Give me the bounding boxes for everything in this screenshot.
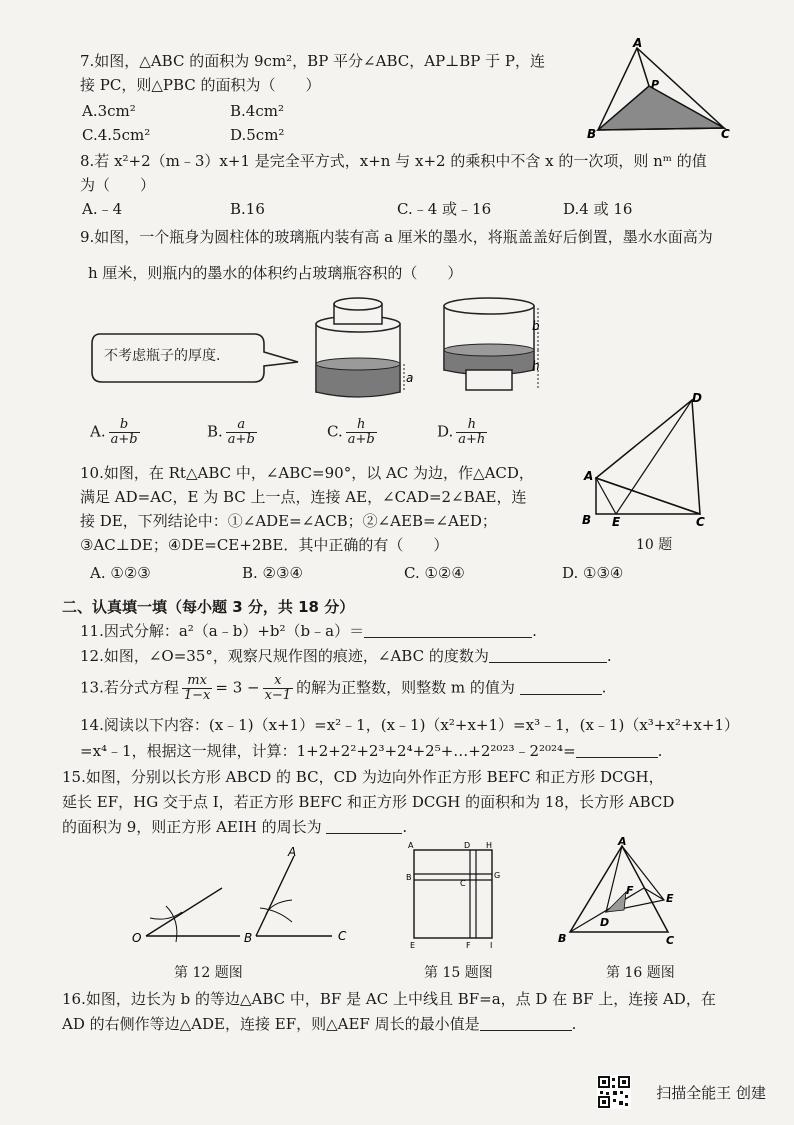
q11-text: 11.因式分解：a²（a﹣b）+b²（b﹣a）＝ .	[80, 622, 537, 640]
q16-line1: 16.如图，边长为 b 的等边△ABC 中，BF 是 AC 上中线且 BF=a，点 D 在 BF 上，连接 AD，在	[62, 990, 716, 1008]
q16-caption: 第 16 题图	[606, 965, 675, 981]
svg-text:D: D	[600, 916, 610, 929]
svg-text:E: E	[666, 892, 674, 905]
q9-line1: 9.如图，一个瓶身为圆柱体的玻璃瓶内装有高 a 厘米的墨水，将瓶盖盖好后倒置，墨水水面高为	[80, 228, 713, 246]
svg-text:C: C	[460, 879, 466, 888]
q9-line2: h 厘米，则瓶内的墨水的体积约占玻璃瓶容积的（ ）	[88, 264, 463, 282]
q8-line2: 为（ ）	[80, 176, 156, 194]
q7-option-b: B.4cm²	[230, 102, 284, 120]
q10-option-d: D. ①③④	[562, 564, 624, 582]
svg-text:C: C	[696, 515, 705, 529]
q15-answer-blank[interactable]	[326, 817, 402, 834]
q9-option-b: B. $\frac{a}{a+b}$	[207, 417, 255, 447]
svg-text:F: F	[626, 884, 634, 897]
q9-bubble-text: 不考虑瓶子的厚度.	[104, 348, 221, 364]
svg-text:A: A	[618, 836, 627, 848]
q16-triangle-figure	[556, 836, 686, 948]
q14-answer-blank[interactable]	[576, 741, 658, 758]
svg-text:C: C	[338, 929, 347, 943]
svg-text:E: E	[410, 941, 416, 950]
q15-caption: 第 15 题图	[424, 965, 493, 981]
q7-line1: 7.如图，△ABC 的面积为 9cm²，BP 平分∠ABC，AP⊥BP 于 P，连	[80, 52, 546, 70]
q14-line2: =x⁴﹣1，根据这一规律，计算：1+2+2²+2³+2⁴+2⁵+…+2²⁰²³﹣2²⁰²⁴= .	[80, 742, 663, 760]
q15-line3: 的面积为 9，则正方形 AEIH 的周长为 .	[62, 818, 408, 836]
q10-option-c: C. ①②④	[404, 564, 465, 582]
scanner-watermark: 扫描全能王 创建	[656, 1084, 766, 1102]
svg-text:I: I	[490, 941, 493, 950]
svg-text:h: h	[532, 359, 540, 373]
svg-text:D: D	[692, 391, 702, 405]
q7-option-a: A.3cm²	[82, 102, 136, 120]
svg-text:B: B	[582, 513, 592, 527]
q13-answer-blank[interactable]	[520, 678, 602, 695]
q16-line2: AD 的右侧作等边△ADE，连接 EF，则△AEF 周长的最小值是 .	[62, 1015, 577, 1033]
q14-line1: 14.阅读以下内容：(x﹣1)（x+1）=x²﹣1，(x﹣1)（x²+x+1）=x³﹣1，(x﹣1)（x³+x²+x+1）	[80, 716, 739, 734]
q8-option-d: D.4 或 16	[563, 200, 633, 218]
svg-text:B: B	[244, 931, 253, 945]
q7-triangle-figure	[585, 38, 735, 140]
q10-triangle-figure	[580, 390, 720, 530]
q10-caption: 10 题	[636, 537, 673, 553]
svg-text:O: O	[132, 931, 142, 945]
svg-text:H: H	[486, 841, 493, 850]
svg-text:A: A	[584, 469, 594, 483]
svg-text:B: B	[558, 932, 567, 945]
svg-text:B: B	[587, 127, 597, 140]
q10-line4: ③AC⊥DE；④DE=CE+2BE．其中正确的有（ ）	[80, 536, 449, 554]
svg-text:A: A	[633, 38, 643, 50]
svg-text:P: P	[651, 78, 660, 91]
svg-text:b: b	[532, 319, 540, 333]
q12-construction-figure	[122, 844, 362, 954]
svg-text:D: D	[464, 841, 471, 850]
q10-option-a: A. ①②③	[90, 564, 151, 582]
svg-text:A: A	[288, 845, 297, 859]
q8-line1: 8.若 x²+2（m﹣3）x+1 是完全平方式，x+n 与 x+2 的乘积中不含 x 的一次项，则 nᵐ 的值	[80, 152, 707, 170]
q16-answer-blank[interactable]	[480, 1014, 572, 1031]
q8-option-c: C.﹣4 或﹣16	[397, 200, 492, 218]
q7-line2: 接 PC，则△PBC 的面积为（ ）	[80, 76, 321, 94]
svg-text:C: C	[666, 934, 675, 947]
q12-text: 12.如图，∠O=35°，观察尺规作图的痕迹，∠ABC 的度数为 .	[80, 647, 612, 665]
q10-line3: 接 DE，下列结论中：①∠ADE=∠ACB；②∠AEB=∠AED；	[80, 512, 497, 530]
q12-answer-blank[interactable]	[489, 646, 607, 663]
svg-text:E: E	[612, 515, 621, 529]
q8-option-a: A.﹣4	[82, 200, 123, 218]
q12-caption: 第 12 题图	[174, 965, 243, 981]
q13-text: 13.若分式方程 $\frac{mx}{1-x}$ = 3 − $\frac{x}{x-1}$ 的解为正整数，则整数 m 的值为 .	[80, 673, 607, 703]
svg-text:A: A	[408, 841, 414, 850]
q8-option-b: B.16	[230, 200, 265, 218]
q9-option-d: D. $\frac{h}{a+h}$	[437, 417, 486, 447]
q11-answer-blank[interactable]	[364, 621, 532, 638]
svg-text:B: B	[406, 873, 412, 882]
q7-option-d: D.5cm²	[230, 126, 285, 144]
q10-line1: 10.如图，在 Rt△ABC 中，∠ABC=90°，以 AC 为边，作△ACD，	[80, 464, 534, 482]
svg-text:F: F	[466, 941, 471, 950]
q7-option-c: C.4.5cm²	[82, 126, 151, 144]
q10-option-b: B. ②③④	[242, 564, 303, 582]
q10-line2: 满足 AD=AC，E 为 BC 上一点，连接 AE，∠CAD=2∠BAE，连	[80, 488, 527, 506]
section-2-heading: 二、认真填一填（每小题 3 分，共 18 分）	[62, 598, 355, 616]
svg-text:G: G	[494, 871, 500, 880]
q15-line1: 15.如图，分别以长方形 ABCD 的 BC，CD 为边向外作正方形 BEFC 和正方形 DCGH，	[62, 768, 664, 786]
q9-option-a: A. $\frac{b}{a+b}$	[90, 417, 138, 447]
qr-code-icon	[597, 1075, 631, 1109]
q15-squares-figure	[400, 840, 500, 952]
svg-text:C: C	[721, 127, 730, 140]
q9-option-c: C. $\frac{h}{a+b}$	[327, 417, 375, 447]
q15-line2: 延长 EF，HG 交于点 I，若正方形 BEFC 和正方形 DCGH 的面积和为 18，长方形 ABCD	[62, 793, 675, 811]
svg-text:a: a	[406, 371, 414, 385]
